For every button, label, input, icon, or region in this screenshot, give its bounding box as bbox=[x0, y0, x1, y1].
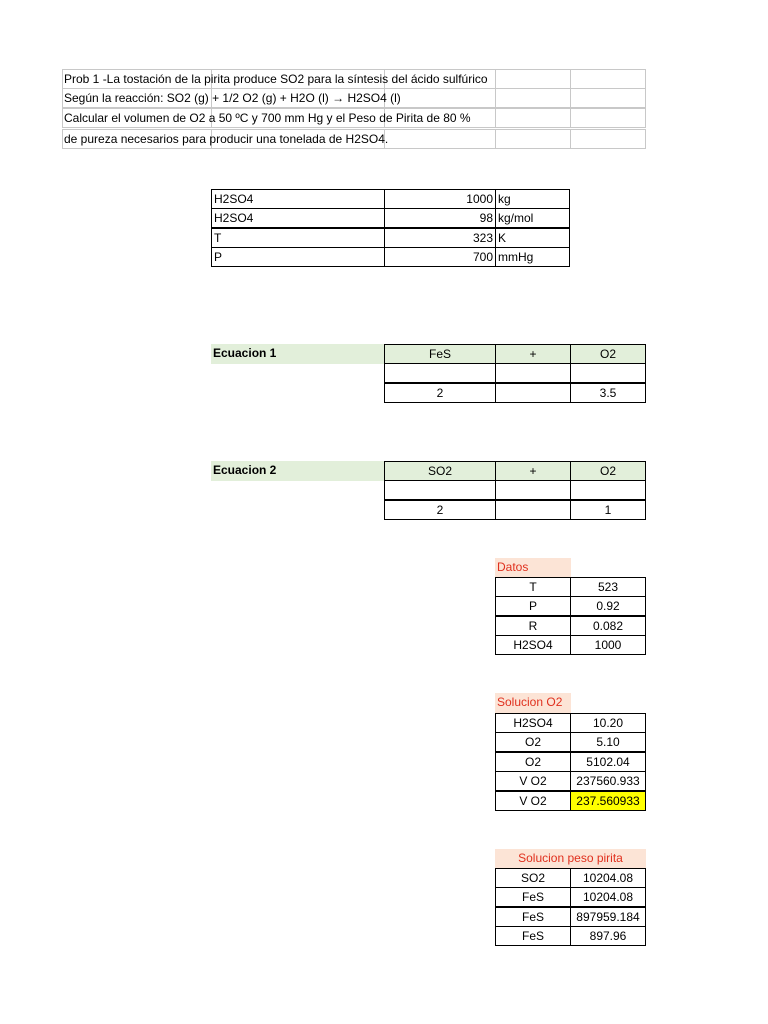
problem-line-4: de pureza necesarios para producir una tonelada de H2SO4. bbox=[64, 132, 389, 146]
input-unit: mmHg bbox=[495, 247, 570, 267]
solucion-o2-value: 5102.04 bbox=[570, 752, 646, 772]
solucion-pirita-key: FeS bbox=[495, 887, 571, 907]
equation-header: O2 bbox=[570, 344, 646, 364]
problem-line-2: Según la reacción: SO2 (g) + 1/2 O2 (g) + H2O (l) → H2SO4 (l) bbox=[64, 91, 401, 105]
equation-header: O2 bbox=[570, 461, 646, 481]
equation-coefficient: 2 bbox=[384, 383, 496, 403]
problem-cell bbox=[384, 129, 496, 149]
problem-cell bbox=[495, 129, 571, 149]
input-name: T bbox=[211, 228, 385, 248]
problem-line-3: Calcular el volumen de O2 a 50 ºC y 700 mm Hg y el Peso de Pirita de 80 % bbox=[64, 111, 471, 125]
datos-key: T bbox=[495, 577, 571, 597]
equation-cell bbox=[384, 363, 496, 383]
input-unit: K bbox=[495, 228, 570, 248]
equation-coefficient: 2 bbox=[384, 500, 496, 520]
equation-label: Ecuacion 2 bbox=[211, 461, 385, 481]
equation-coefficient: 1 bbox=[570, 500, 646, 520]
equation-cell bbox=[384, 480, 496, 500]
problem-cell bbox=[570, 129, 646, 149]
solucion-o2-value: 5.10 bbox=[570, 732, 646, 752]
input-unit: kg bbox=[495, 189, 570, 209]
solucion-pirita-value: 10204.08 bbox=[570, 887, 646, 907]
solucion-pirita-key: SO2 bbox=[495, 868, 571, 888]
solucion-o2-key: H2SO4 bbox=[495, 713, 571, 733]
input-name: P bbox=[211, 247, 385, 267]
input-name: H2SO4 bbox=[211, 189, 385, 209]
equation-cell bbox=[495, 480, 571, 500]
solucion-o2-key: O2 bbox=[495, 752, 571, 772]
solucion-o2-value: 237560.933 bbox=[570, 771, 646, 791]
solucion-pirita-key: FeS bbox=[495, 907, 571, 927]
input-value: 1000 bbox=[384, 189, 496, 209]
equation-cell bbox=[570, 480, 646, 500]
problem-cell bbox=[570, 69, 646, 89]
problem-cell bbox=[570, 108, 646, 128]
datos-value: 1000 bbox=[570, 635, 646, 655]
input-name: H2SO4 bbox=[211, 208, 385, 228]
datos-title: Datos bbox=[495, 558, 571, 578]
solucion-o2-key: O2 bbox=[495, 732, 571, 752]
datos-value: 0.92 bbox=[570, 596, 646, 616]
equation-cell bbox=[495, 363, 571, 383]
solucion-pirita-title: Solucion peso pirita bbox=[495, 849, 646, 869]
input-unit: kg/mol bbox=[495, 208, 570, 228]
solucion-o2-result-highlighted: 237.560933 bbox=[570, 791, 646, 811]
solucion-pirita-key: FeS bbox=[495, 926, 571, 946]
datos-value: 0.082 bbox=[570, 616, 646, 636]
datos-key: H2SO4 bbox=[495, 635, 571, 655]
equation-header: FeS bbox=[384, 344, 496, 364]
solucion-o2-key: V O2 bbox=[495, 771, 571, 791]
equation-coefficient: 3.5 bbox=[570, 383, 646, 403]
solucion-o2-title: Solucion O2 bbox=[495, 693, 571, 713]
equation-header: + bbox=[495, 344, 571, 364]
equation-header: + bbox=[495, 461, 571, 481]
solucion-pirita-value: 897959.184 bbox=[570, 907, 646, 927]
input-value: 323 bbox=[384, 228, 496, 248]
input-value: 98 bbox=[384, 208, 496, 228]
datos-value: 523 bbox=[570, 577, 646, 597]
problem-cell bbox=[570, 88, 646, 108]
equation-header: SO2 bbox=[384, 461, 496, 481]
problem-cell bbox=[495, 108, 571, 128]
equation-cell bbox=[495, 383, 571, 403]
solucion-o2-value: 10.20 bbox=[570, 713, 646, 733]
solucion-pirita-value: 10204.08 bbox=[570, 868, 646, 888]
problem-cell bbox=[495, 88, 571, 108]
solucion-o2-key: V O2 bbox=[495, 791, 571, 811]
problem-line-1: Prob 1 -La tostación de la pirita produce SO2 para la síntesis del ácido sulfúrico bbox=[64, 72, 488, 86]
solucion-pirita-value: 897.96 bbox=[570, 926, 646, 946]
equation-label: Ecuacion 1 bbox=[211, 344, 385, 364]
datos-key: P bbox=[495, 596, 571, 616]
input-value: 700 bbox=[384, 247, 496, 267]
equation-cell bbox=[495, 500, 571, 520]
datos-key: R bbox=[495, 616, 571, 636]
problem-cell bbox=[495, 69, 571, 89]
equation-cell bbox=[570, 363, 646, 383]
